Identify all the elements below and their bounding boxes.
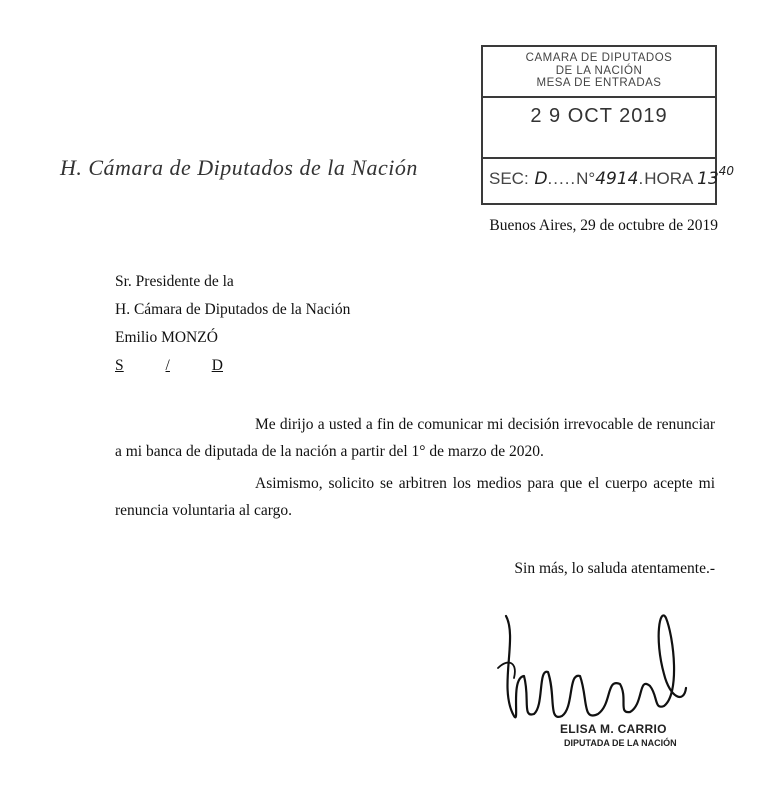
closing-line: Sin más, lo saluda atentamente.-: [514, 560, 715, 577]
stamp-sec-value: D: [534, 169, 548, 189]
paragraph-text: Me dirijo a usted a fin de comunicar mi decisión irrevocable de renunciar a mi banca de diputada de la nación a partir del 1° de marzo de 2020.: [115, 416, 715, 460]
recipient-line-1: Sr. Presidente de la: [115, 273, 234, 290]
sd-part: S: [115, 357, 124, 374]
handwritten-signature: [488, 598, 688, 738]
stamp-sec-label: SEC: [489, 169, 524, 188]
stamp-n-value: 4914: [595, 169, 639, 189]
reception-stamp: [481, 45, 735, 205]
letterhead: H. Cámara de Diputados de la Nación: [60, 155, 418, 180]
stamp-line-3: MESA DE ENTRADAS: [536, 77, 662, 89]
sd-part: /: [165, 357, 170, 374]
stamp-header: [483, 47, 715, 90]
stamp-hora-minutes: 40: [718, 164, 735, 178]
paragraph-text: Asimismo, solicito se arbitren los medios para que el cuerpo acepte mi renuncia voluntaria al cargo.: [115, 475, 715, 519]
signatory-name: ELISA M. CARRIO: [560, 722, 667, 736]
stamp-divider: [483, 96, 715, 98]
recipient-line-2: H. Cámara de Diputados de la Nación: [115, 301, 351, 318]
stamp-divider: [483, 157, 715, 159]
body-paragraph-2: [115, 470, 715, 524]
stamp-n-label: N°: [576, 169, 596, 188]
stamp-line-2: DE LA NACIÓN: [555, 64, 643, 77]
body-paragraph-1: [115, 411, 715, 465]
signatory-title: DIPUTADA DE LA NACIÓN: [564, 738, 677, 748]
letter-date: Buenos Aires, 29 de octubre de 2019: [489, 217, 718, 234]
recipient-line-3: Emilio MONZÓ: [115, 329, 218, 346]
sd-part: D: [211, 357, 223, 374]
stamp-hora-value: 13: [697, 169, 719, 189]
sd-abbreviation: [115, 357, 223, 375]
stamp-registry-row: SEC: D.....N°4914.HORA $13^{40}$: [489, 164, 735, 189]
stamp-date: 2 9 OCT 2019: [530, 105, 668, 127]
stamp-hora-label: HORA: [644, 169, 693, 188]
stamp-line-1: CAMARA DE DIPUTADOS: [525, 52, 673, 64]
